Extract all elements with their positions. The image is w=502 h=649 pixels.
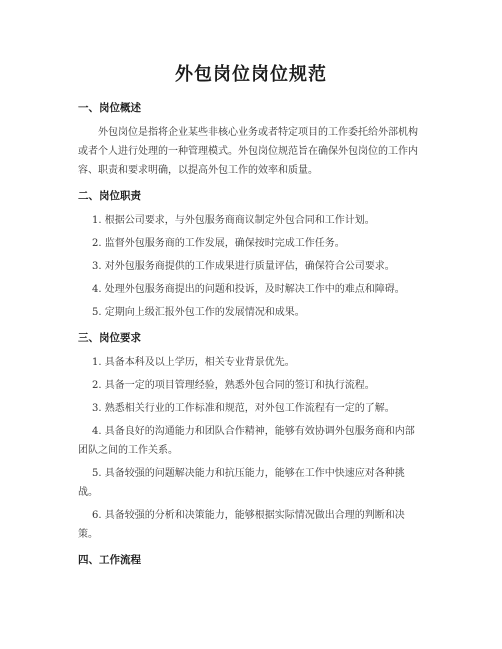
- section-requirements: [78, 330, 424, 544]
- section-responsibilities: [78, 188, 424, 322]
- list-item: 4. 具备良好的沟通能力和团队合作精神，能够有效协调外包服务商和内部团队之间的工作关系。: [78, 426, 415, 456]
- section-paragraph: 外包岗位是指将企业某些非核心业务或者特定项目的工作委托给外部机构或者个人进行处理的一种管理模式。外包岗位规范旨在确保外包岗位的工作内容、职责和要求明确，以提高外包工作的效率和质量。: [78, 127, 418, 176]
- list-item: 1. 具备本科及以上学历，相关专业背景优先。: [92, 357, 295, 368]
- list-item: 1. 根据公司要求，与外包服务商商议制定外包合同和工作计划。: [92, 215, 375, 226]
- section-heading: 三、岗位要求: [78, 332, 141, 344]
- section-heading: 一、岗位概述: [78, 102, 141, 114]
- list-item: 2. 具备一定的项目管理经验，熟悉外包合同的签订和执行流程。: [92, 380, 375, 391]
- list-item: 6. 具备较强的分析和决策能力，能够根据实际情况做出合理的判断和决策。: [78, 510, 405, 540]
- section-heading: 二、岗位职责: [78, 190, 141, 202]
- list-item: 2. 监督外包服务商的工作发展，确保按时完成工作任务。: [92, 238, 345, 249]
- section-workflow: [78, 552, 424, 567]
- section-overview: [78, 100, 424, 180]
- list-item: 5. 定期向上级汇报外包工作的发展情况和成果。: [92, 307, 305, 318]
- list-item: 4. 处理外包服务商提出的问题和投诉，及时解决工作中的难点和障碍。: [92, 284, 405, 295]
- list-item: 5. 具备较强的问题解决能力和抗压能力，能够在工作中快速应对各种挑战。: [78, 468, 405, 498]
- list-item: 3. 熟悉相关行业的工作标准和规范，对外包工作流程有一定的了解。: [92, 403, 395, 414]
- section-heading: 四、工作流程: [78, 554, 141, 566]
- document-title: 外包岗位岗位规范: [175, 64, 327, 85]
- document-body: [78, 100, 424, 567]
- list-item: 3. 对外包服务商提供的工作成果进行质量评估，确保符合公司要求。: [92, 261, 395, 272]
